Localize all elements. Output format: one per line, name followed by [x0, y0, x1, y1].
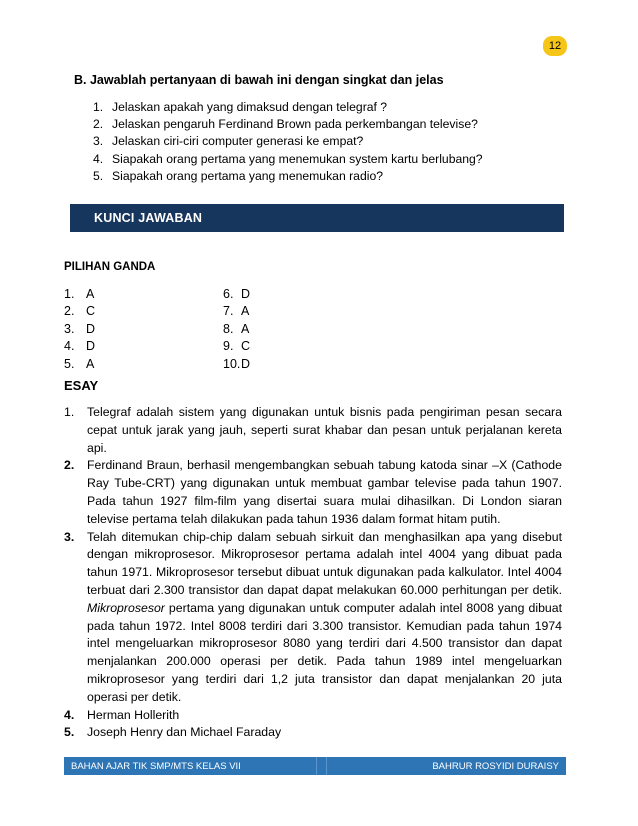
question-number: 2.: [93, 117, 104, 132]
answer-letter: A: [86, 356, 95, 371]
footer-divider: [316, 757, 317, 775]
answer-key-banner: [70, 204, 564, 232]
essay-text-italic: Mikroprosesor: [87, 600, 165, 615]
answer-number: 3.: [64, 321, 75, 336]
answer-letter: D: [86, 339, 96, 354]
page-footer: [64, 757, 566, 775]
answer-number: 5.: [64, 356, 75, 371]
answer-letter: A: [86, 287, 95, 301]
essay-text: Ferdinand Braun, berhasil mengembangkan sebuah tabung katoda sinar –X (Cathode Ray Tube-CRT) yang digunakan untuk membuat gambar televise pada tahun 1907. Pada tahun 1927 film-film yang disertai suara mulai dihasilkan. Di London siaran televise pertama telah dilakukan pada tahun 1936 dalam format hitam putih.: [87, 458, 562, 526]
essay-item: [64, 457, 562, 528]
answer-number: 1.: [64, 287, 75, 301]
answer-letter: C: [86, 304, 96, 319]
essay-number: 1.: [64, 405, 75, 419]
answer-item: [64, 357, 95, 374]
answer-item: [64, 304, 95, 321]
essay-text-part: Telah ditemukan chip-chip dalam sebuah sirkuit dan menghasilkan apa yang disebut dengan mikroprosesor. Mikroprosesor pertama adalah intel 4004 yang dibuat pada tahun 1971. Mikroprosesor tersebut dibuat untuk digunakan pada kalkulator. Intel 4004 terbuat dari 2.300 transistor dan dapat dapat melakukan 60.000 perhitungan per detik.: [87, 529, 562, 597]
answer-number: 7.: [223, 304, 234, 319]
footer-divider: [326, 757, 327, 775]
essay-number: 3.: [64, 529, 75, 544]
answer-letter: D: [241, 356, 251, 371]
answer-key-title: KUNCI JAWABAN: [94, 211, 203, 225]
essay-text: Herman Hollerith: [87, 707, 180, 722]
answer-number: 2.: [64, 304, 75, 319]
question-text: Jelaskan pengaruh Ferdinand Brown pada perkembangan televise?: [112, 117, 478, 132]
answer-item: [223, 357, 250, 374]
question-number: 5.: [93, 168, 104, 183]
question-number: 4.: [93, 151, 104, 166]
answer-item: [64, 287, 95, 304]
essay-item: [64, 529, 562, 707]
question-item: [93, 100, 483, 117]
answer-item: [223, 287, 250, 304]
footer-right-text: BAHRUR ROSYIDI DURAISY: [432, 760, 559, 772]
answer-letter: D: [241, 287, 251, 301]
answer-letter: D: [86, 321, 96, 336]
essay-text: Telegraf adalah sistem yang digunakan untuk bisnis pada pengiriman pesan secara cepat untuk jarak yang jauh, seperti surat khabar dan pesan untuk perjalanan kereta api.: [87, 405, 562, 455]
question-item: [93, 117, 483, 134]
question-number: 3.: [93, 134, 104, 149]
question-item: [93, 134, 483, 151]
answer-number: 4.: [64, 339, 75, 354]
essay-text: Joseph Henry dan Michael Faraday: [87, 725, 282, 740]
section-b-title: B. Jawablah pertanyaan di bawah ini dengan singkat dan jelas: [74, 73, 444, 87]
question-item: [93, 169, 483, 186]
page-number-badge: 12: [543, 36, 567, 56]
answer-letter: C: [241, 339, 251, 354]
essay-text: [87, 529, 562, 707]
question-list: [93, 100, 483, 186]
essay-item: [64, 707, 562, 725]
essay-title: ESAY: [64, 378, 99, 393]
essay-answer-list: [64, 404, 562, 742]
essay-item: [64, 404, 562, 457]
multiple-choice-right-column: [223, 287, 250, 374]
question-text: Siapakah orang pertama yang menemukan radio?: [112, 168, 384, 183]
question-text: Jelaskan apakah yang dimaksud dengan telegraf ?: [112, 100, 388, 114]
essay-number: 4.: [64, 707, 75, 722]
question-text: Siapakah orang pertama yang menemukan system kartu berlubang?: [112, 151, 483, 166]
answer-item: [223, 304, 250, 321]
answer-letter: A: [241, 321, 250, 336]
essay-text-part: pertama yang digunakan untuk computer adalah intel 8008 yang dibuat pada tahun 1972. Intel 8008 terdiri dari 3.300 transistor. Kemudian pada tahun 1974 intel mengeluarkan mikroprosesor 8080 yang terdiri dari 4.500 transistor dan dapat menjalankan 200.000 operasi per detik. Pada tahun 1989 intel mengeluarkan mikroprosesor yang terdiri dari 1,2 juta transistor dan dapat menjalankan 20 juta operasi per detik.: [87, 600, 562, 704]
answer-number: 9.: [223, 339, 234, 354]
question-text: Jelaskan ciri-ciri computer generasi ke empat?: [112, 134, 364, 149]
answer-number: 8.: [223, 321, 234, 336]
answer-item: [223, 322, 250, 339]
question-number: 1.: [93, 100, 104, 114]
multiple-choice-title: PILIHAN GANDA: [64, 261, 156, 273]
multiple-choice-left-column: [64, 287, 95, 374]
answer-number: 6.: [223, 287, 234, 301]
answer-number: 10.: [223, 356, 241, 371]
essay-item: [64, 724, 562, 742]
essay-number: 2.: [64, 458, 75, 473]
essay-number: 5.: [64, 725, 75, 740]
question-item: [93, 152, 483, 169]
answer-item: [64, 322, 95, 339]
answer-item: [64, 339, 95, 356]
footer-left-text: BAHAN AJAR TIK SMP/MTS KELAS VII: [71, 760, 241, 772]
answer-letter: A: [241, 304, 250, 319]
answer-item: [223, 339, 250, 356]
